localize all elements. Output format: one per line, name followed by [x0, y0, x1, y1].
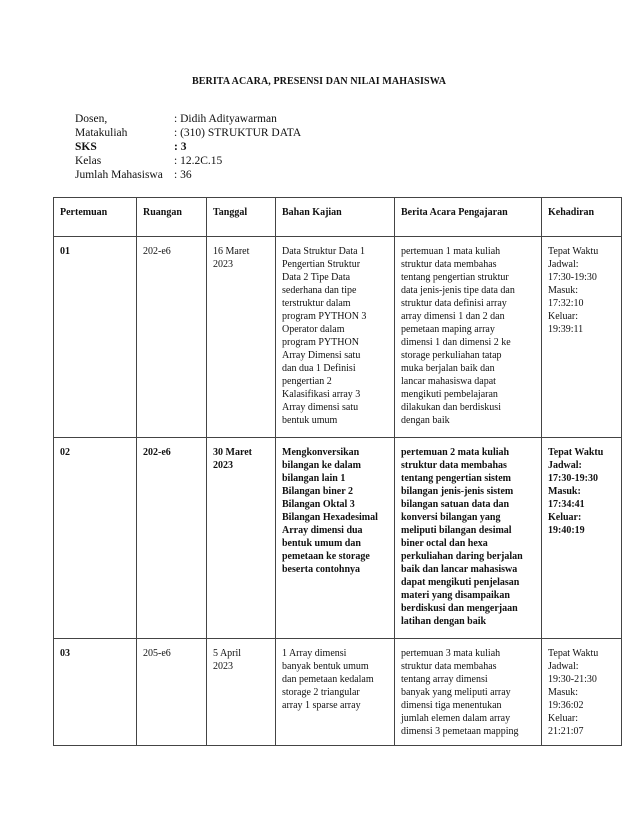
cell-berita-acara: pertemuan 3 mata kuliah struktur data membahas tentang array dimensi banyak yang meliputi array dimensi tiga menentukan jumlah elemen dalam array dimensi 3 pemetaan mapping — [395, 639, 542, 746]
cell-ruangan: 202-e6 — [137, 237, 207, 438]
info-row-dosen — [75, 112, 301, 126]
attendance-table — [53, 197, 622, 746]
course-info — [75, 112, 301, 182]
info-value: : Didih Adityawarman — [174, 113, 277, 125]
info-value: : 36 — [174, 169, 192, 181]
header-tanggal: Tanggal — [207, 198, 276, 237]
cell-pertemuan: 02 — [54, 438, 137, 639]
info-value: : 3 — [174, 141, 187, 153]
cell-berita-acara: pertemuan 1 mata kuliah struktur data membahas tentang pengertian struktur data jenis-jenis tipe data dan struktur data definisi array array dimensi 1 dan 2 dan pemetaan maping array dimensi 1 dan dimensi 2 ke storage perkuliahan tatap muka berjalan baik dan lancar mahasiswa dapat mengikuti pembelajaran dilakukan dan berdiskusi dengan baik — [395, 237, 542, 438]
info-value: : (310) STRUKTUR DATA — [174, 127, 302, 139]
info-label: SKS — [75, 141, 97, 153]
info-row-matakuliah — [75, 126, 301, 140]
cell-kehadiran: Tepat Waktu Jadwal: 17:30-19:30 Masuk: 17:34:41 Keluar: 19:40:19 — [542, 438, 622, 639]
table-row — [54, 237, 622, 438]
header-bahan-kajian: Bahan Kajian — [276, 198, 395, 237]
document-title: BERITA ACARA, PRESENSI DAN NILAI MAHASISWA — [191, 76, 447, 87]
table-header-row — [54, 198, 622, 237]
header-ruangan: Ruangan — [137, 198, 207, 237]
cell-bahan-kajian: Mengkonversikan bilangan ke dalam bilangan lain 1 Bilangan biner 2 Bilangan Oktal 3 Bilangan Hexadesimal Array dimensi dua bentuk umum dan pemetaan ke storage beserta contohnya — [276, 438, 395, 639]
cell-tanggal: 5 April 2023 — [207, 639, 276, 746]
info-label: Dosen, — [75, 113, 108, 125]
cell-pertemuan: 03 — [54, 639, 137, 746]
header-pertemuan: Pertemuan — [54, 198, 137, 237]
table-row — [54, 639, 622, 746]
cell-bahan-kajian: Data Struktur Data 1 Pengertian Struktur Data 2 Tipe Data sederhana dan tipe terstruktur dalam program PYTHON 3 Operator dalam program PYTHON Array Dimensi satu dan dua 1 Definisi pengertian 2 Kalasifikasi array 3 Array dimensi satu bentuk umum — [276, 237, 395, 438]
cell-bahan-kajian: 1 Array dimensi banyak bentuk umum dan pemetaan kedalam storage 2 triangular array 1 sparse array — [276, 639, 395, 746]
info-value: : 12.2C.15 — [174, 155, 223, 167]
cell-ruangan: 205-e6 — [137, 639, 207, 746]
header-kehadiran: Kehadiran — [542, 198, 622, 237]
cell-berita-acara: pertemuan 2 mata kuliah struktur data membahas tentang pengertian sistem bilangan jenis-jenis sistem bilangan satuan data dan konversi bilangan yang meliputi bilangan desimal biner octal dan hexa perkuliahan daring berjalan baik dan lancar mahasiswa dapat mengikuti penjelasan materi yang disampaikan berdiskusi dan mengerjaan latihan dengan baik — [395, 438, 542, 639]
cell-pertemuan: 01 — [54, 237, 137, 438]
cell-kehadiran: Tepat Waktu Jadwal: 19:30-21:30 Masuk: 19:36:02 Keluar: 21:21:07 — [542, 639, 622, 746]
info-row-jumlah-mahasiswa — [75, 168, 301, 182]
info-row-sks — [75, 140, 301, 154]
info-label: Matakuliah — [75, 127, 128, 139]
info-row-kelas — [75, 154, 301, 168]
header-berita-acara: Berita Acara Pengajaran — [395, 198, 542, 237]
cell-tanggal: 30 Maret 2023 — [207, 438, 276, 639]
cell-kehadiran: Tepat Waktu Jadwal: 17:30-19:30 Masuk: 17:32:10 Keluar: 19:39:11 — [542, 237, 622, 438]
cell-ruangan: 202-e6 — [137, 438, 207, 639]
table-row — [54, 438, 622, 639]
cell-tanggal: 16 Maret 2023 — [207, 237, 276, 438]
info-label: Kelas — [75, 155, 102, 167]
info-label: Jumlah Mahasiswa — [75, 169, 163, 181]
